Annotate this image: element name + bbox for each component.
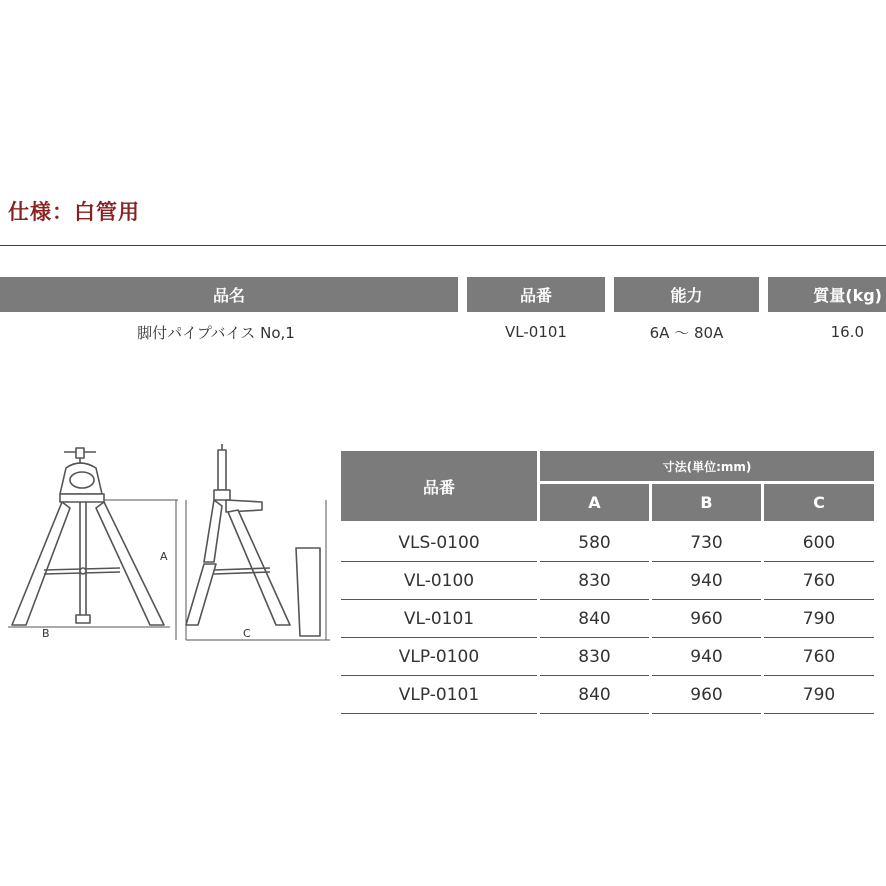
dims-cell-b: 960 <box>651 676 763 714</box>
tripod-vise-diagram <box>0 440 340 660</box>
dims-cell-a: 840 <box>539 676 651 714</box>
spec-header-mass: 質量(kg) <box>768 277 886 312</box>
dims-cell-code: VL-0100 <box>341 562 539 600</box>
dims-cell-c: 600 <box>763 523 875 562</box>
dims-header-group: 寸法(単位:mm) <box>539 451 875 483</box>
dims-cell-c: 760 <box>763 562 875 600</box>
diagram-label-c: C <box>243 627 251 640</box>
table-row <box>341 676 874 714</box>
spec-header-name: 品名 <box>0 277 458 312</box>
table-row <box>341 638 874 676</box>
spec-header-code: 品番 <box>467 277 605 312</box>
dims-cell-code: VL-0101 <box>341 600 539 638</box>
dims-cell-b: 960 <box>651 600 763 638</box>
dims-cell-code: VLS-0100 <box>341 523 539 562</box>
dims-cell-b: 730 <box>651 523 763 562</box>
dims-cell-a: 830 <box>539 638 651 676</box>
dims-cell-a: 840 <box>539 600 651 638</box>
dims-cell-code: VLP-0100 <box>341 638 539 676</box>
front-view-drawing <box>8 448 178 640</box>
dims-cell-b: 940 <box>651 562 763 600</box>
dims-cell-c: 760 <box>763 638 875 676</box>
dims-cell-code: VLP-0101 <box>341 676 539 714</box>
title-divider <box>0 245 886 246</box>
dims-header-c: C <box>763 483 875 523</box>
dims-header-code: 品番 <box>341 451 539 523</box>
table-row <box>341 600 874 638</box>
page-title: 仕様：白管用 <box>8 200 140 224</box>
diagram-label-a: A <box>160 550 168 563</box>
dims-header-a: A <box>539 483 651 523</box>
table-row <box>341 523 874 562</box>
dims-cell-c: 790 <box>763 600 875 638</box>
spec-cell-name: 脚付パイプバイス No,1 <box>137 323 295 342</box>
dimensions-table <box>341 451 874 714</box>
spec-cell-mass: 16.0 <box>830 323 864 341</box>
dims-cell-c: 790 <box>763 676 875 714</box>
dims-cell-a: 830 <box>539 562 651 600</box>
diagram-label-b: B <box>42 627 50 640</box>
side-view-drawing <box>186 444 330 640</box>
spec-cell-code: VL-0101 <box>505 323 567 341</box>
spec-cell-capacity: 6A ～ 80A <box>649 323 724 342</box>
dims-cell-a: 580 <box>539 523 651 562</box>
dims-header-b: B <box>651 483 763 523</box>
dims-cell-b: 940 <box>651 638 763 676</box>
table-row <box>341 562 874 600</box>
spec-header-capacity: 能力 <box>614 277 759 312</box>
